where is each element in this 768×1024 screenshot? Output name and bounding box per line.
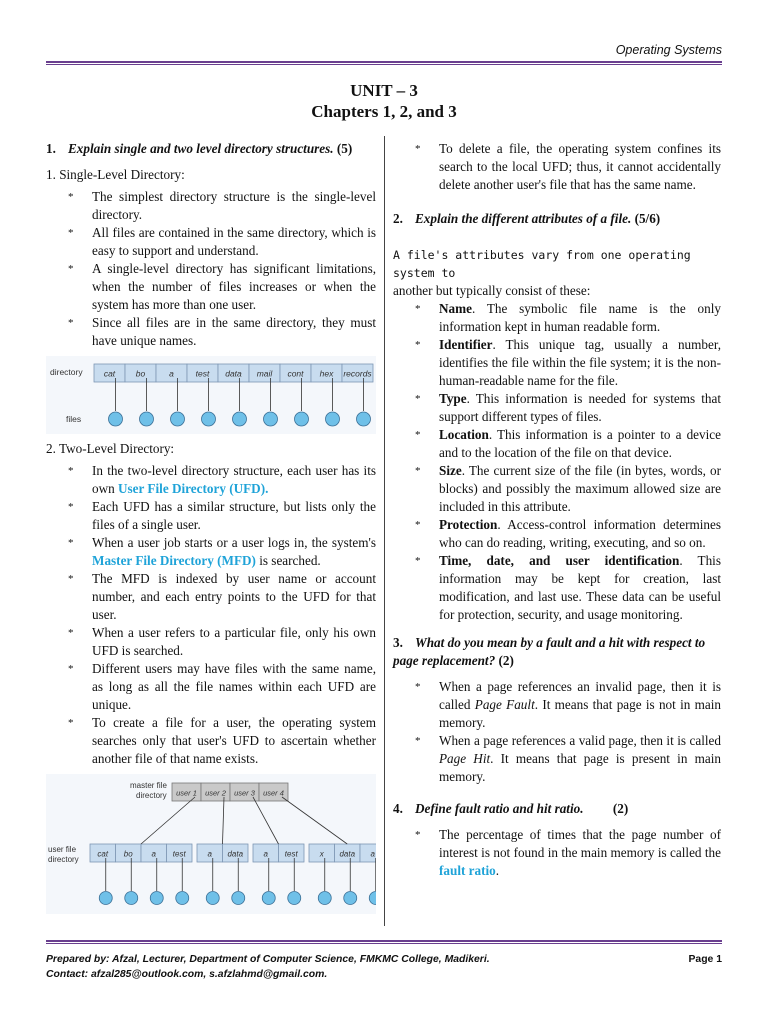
column-divider <box>384 136 385 926</box>
question-number: 3. <box>393 635 403 650</box>
attribute-item: * Location. This information is a pointer to a device and to the location of the file on that device. <box>439 426 721 462</box>
question-text: Explain single and two level directory structures. <box>68 141 334 156</box>
mfd-entry-label: user 4 <box>263 788 284 798</box>
single-level-list <box>46 188 376 350</box>
attributes-intro-line1: A file's attributes vary from one operating system to <box>393 248 691 280</box>
list-item: * Different users may have files with the same name, as long as all the file names within each UFD are unique. <box>92 660 376 714</box>
footer-contact: Contact: afzal285@outlook.com, s.afzlahmd@gmail.com. <box>46 969 328 980</box>
question-marks: (2) <box>612 801 629 816</box>
two-level-directory-figure <box>46 774 376 914</box>
single-level-heading: 1. Single-Level Directory: <box>46 167 185 182</box>
file-node <box>288 892 301 905</box>
directory-entry-label: data <box>225 368 242 379</box>
ufd-entry-label: data <box>227 849 244 859</box>
ufd-term: User File Directory (UFD). <box>118 481 269 496</box>
single-level-directory-figure <box>46 356 376 434</box>
file-node <box>140 412 154 426</box>
attribute-name: Name <box>439 301 472 316</box>
mfd-label: master file <box>130 781 167 790</box>
ufd-entry-label: cat <box>97 849 109 859</box>
attributes-intro-line2: another but typically consist of these: <box>393 283 591 298</box>
ufd-entry-label: a <box>207 849 212 859</box>
ufd-entry-label: bo <box>123 849 133 859</box>
file-node <box>344 892 357 905</box>
file-node <box>109 412 123 426</box>
file-node <box>233 412 247 426</box>
question-marks: (5) <box>336 141 353 156</box>
mfd-entry-label: user 1 <box>176 788 197 798</box>
file-node <box>264 412 278 426</box>
list-item: * To delete a file, the operating system confines its search to the local UFD; thus, it cannot accidentally delete another user's file that has the same name. <box>439 140 721 194</box>
file-node <box>206 892 219 905</box>
mfd-entry-label: user 2 <box>205 788 226 798</box>
directory-entry-label: mail <box>256 368 273 379</box>
directory-entry-label: cat <box>103 368 116 379</box>
file-node <box>202 412 216 426</box>
footer-author: Prepared by: Afzal, Lecturer, Department of Computer Science, FMKMC College, Madikeri. <box>46 954 490 965</box>
ufd-entry-label: a <box>370 849 375 859</box>
chapters-title: Chapters 1, 2, and 3 <box>311 102 457 121</box>
question-text: What do you mean by a fault and a hit with respect to page replacement? <box>393 635 706 668</box>
list-item: * When a user job starts or a user logs in, the system's Master File Directory (MFD) is searched. <box>92 534 376 570</box>
page-title <box>0 80 768 122</box>
question-number: 1. <box>46 141 56 156</box>
mfd-label: directory <box>136 791 167 800</box>
file-node <box>150 892 163 905</box>
list-item: * Each UFD has a similar structure, but lists only the files of a single user. <box>92 498 376 534</box>
mfd-entry-label: user 3 <box>234 788 255 798</box>
attribute-name: Protection <box>439 517 498 532</box>
header-rule <box>46 61 722 65</box>
list-item: * To create a file for a user, the operating system searches only that user's UFD to ascertain whether another file of that name exists. <box>92 714 376 768</box>
two-level-list <box>46 462 376 768</box>
file-node <box>326 412 340 426</box>
ufd-label: user file <box>48 845 77 854</box>
file-node <box>357 412 371 426</box>
unit-title: UNIT – 3 <box>350 81 418 100</box>
list-item: * In the two-level directory structure, each user has its own User File Directory (UFD). <box>92 462 376 498</box>
attribute-name: Size <box>439 463 462 478</box>
ufd-entry-label: x <box>319 849 324 859</box>
question-number: 2. <box>393 211 403 226</box>
file-node <box>262 892 275 905</box>
attribute-item: * Protection. Access-control information determines who can do reading, writing, executing, and so on. <box>439 516 721 552</box>
ufd-entry-label: test <box>172 849 186 859</box>
question-1 <box>46 140 376 158</box>
page-footer <box>46 952 722 982</box>
ufd-entry-label: a <box>151 849 156 859</box>
fault-ratio-term: fault ratio <box>439 863 496 878</box>
question-text: Explain the different attributes of a file. <box>415 211 632 226</box>
question-4 <box>393 800 721 818</box>
file-node <box>171 412 185 426</box>
files-label: files <box>66 414 82 424</box>
question-number: 4. <box>393 801 403 816</box>
list-item: * All files are contained in the same directory, which is easy to support and understand. <box>92 224 376 260</box>
mfd-term: Master File Directory (MFD) <box>92 553 256 568</box>
attribute-item: * Size. The current size of the file (in bytes, words, or blocks) and possibly the maximum allowed size are included in this attribute. <box>439 462 721 516</box>
file-node <box>318 892 331 905</box>
file-node <box>176 892 189 905</box>
footer-rule <box>46 940 722 944</box>
list-item: * When a user refers to a particular file, only his own UFD is searched. <box>92 624 376 660</box>
ufd-label: directory <box>48 855 79 864</box>
attribute-name: Type <box>439 391 467 406</box>
directory-label: directory <box>50 367 83 377</box>
left-column <box>46 140 376 914</box>
file-node <box>99 892 112 905</box>
directory-entry-label: a <box>169 368 174 379</box>
ufd-entry-label: test <box>284 849 298 859</box>
page-hit-term: Page Hit <box>439 751 491 766</box>
ufd-entry-label: a <box>263 849 268 859</box>
list-item: * The percentage of times that the page number of interest is not found in the main memory is called the fault ratio. <box>439 826 721 880</box>
question-marks: (5/6) <box>634 211 661 226</box>
running-header: Operating Systems <box>615 43 722 57</box>
list-item: * When a page references a valid page, then it is called Page Hit. It means that page is present in main memory. <box>439 732 721 786</box>
question-marks: (2) <box>498 653 514 668</box>
directory-entry-label: records <box>343 368 372 379</box>
list-item: * A single-level directory has significant limitations, when the number of files increases or when the system has more than one user. <box>92 260 376 314</box>
fault-hit-list <box>393 678 721 786</box>
directory-entry-label: test <box>195 368 210 379</box>
file-node <box>232 892 245 905</box>
directory-entry-label: cont <box>287 368 304 379</box>
list-item: * The MFD is indexed by user name or account number, and each entry points to the UFD for that user. <box>92 570 376 624</box>
two-level-heading: 2. Two-Level Directory: <box>46 441 175 456</box>
list-item: * When a page references an invalid page, then it is called Page Fault. It means that page is not in main memory. <box>439 678 721 732</box>
attribute-name: Identifier <box>439 337 493 352</box>
file-attributes-list <box>393 300 721 624</box>
question-3 <box>393 634 721 670</box>
question-text: Define fault ratio and hit ratio. <box>415 801 584 816</box>
file-node <box>295 412 309 426</box>
attribute-item: * Type. This information is needed for systems that support different types of files. <box>439 390 721 426</box>
list-item: * Since all files are in the same directory, they must have unique names. <box>92 314 376 350</box>
page-number: Page 1 <box>688 954 722 965</box>
fault-ratio-list <box>393 826 721 880</box>
attribute-name: Time, date, and user identification <box>439 553 680 568</box>
attribute-name: Location <box>439 427 489 442</box>
attribute-item: * Name. The symbolic file name is the only information kept in human readable form. <box>439 300 721 336</box>
attribute-item: * Time, date, and user identification. This information may be kept for creation, last modification, and last use. These data can be useful for protection, security, and usage monitoring. <box>439 552 721 624</box>
directory-entry-label: bo <box>135 368 146 379</box>
list-item: * The simplest directory structure is the single-level directory. <box>92 188 376 224</box>
page-fault-term: Page Fault <box>474 697 535 712</box>
file-node <box>125 892 138 905</box>
two-level-list-continued <box>393 140 721 194</box>
question-2 <box>393 210 721 228</box>
right-column <box>393 140 721 886</box>
attribute-item: * Identifier. This unique tag, usually a number, identifies the file within the file system; it is the non-human-readable name for the file. <box>439 336 721 390</box>
directory-entry-label: hex <box>319 368 334 379</box>
ufd-entry-label: data <box>339 849 356 859</box>
